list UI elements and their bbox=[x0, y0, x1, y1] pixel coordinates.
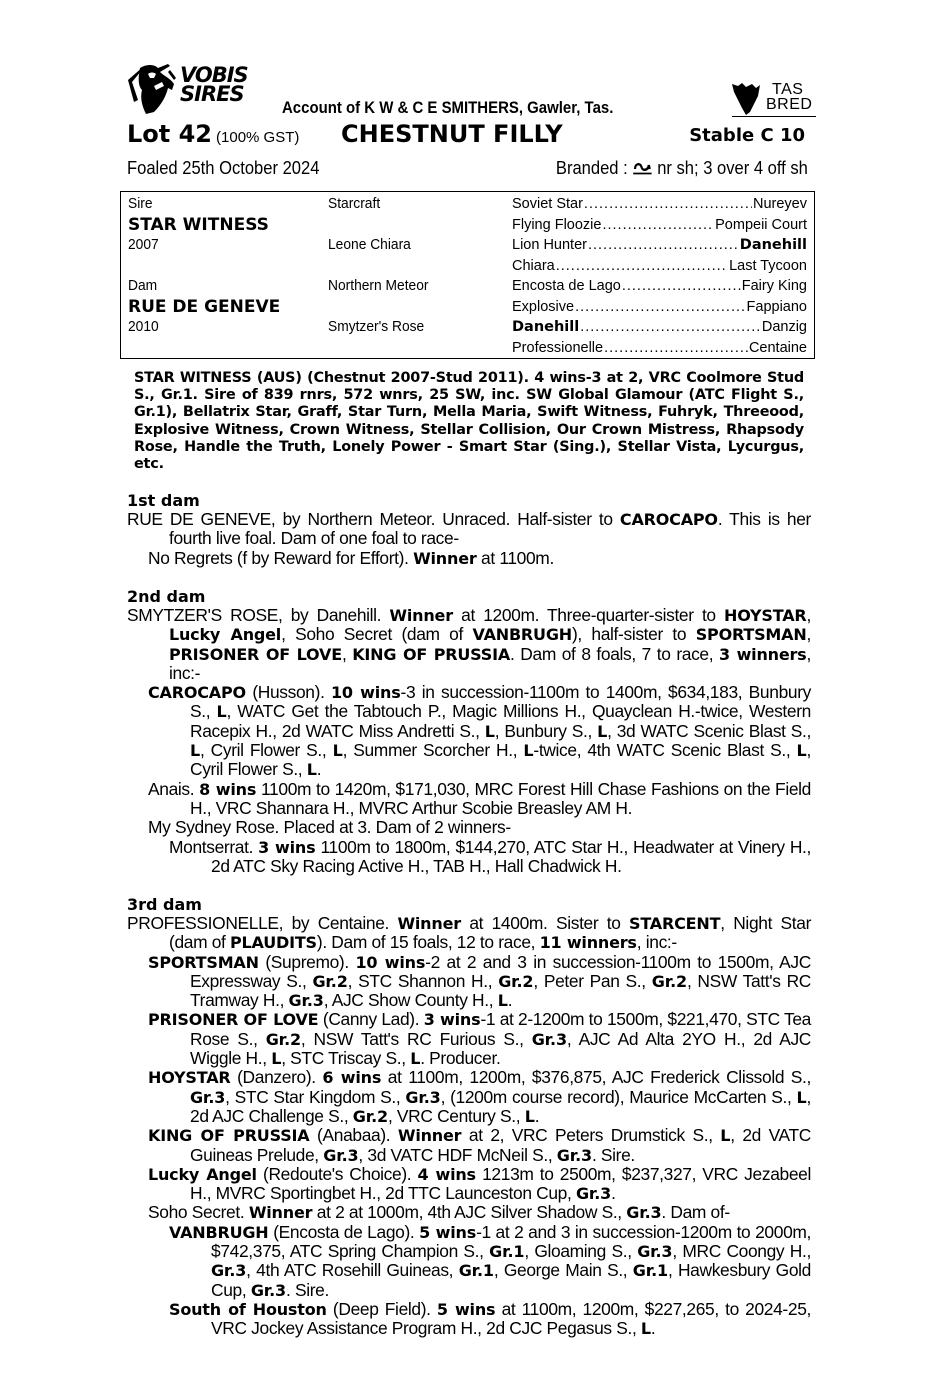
pedigree-grandparents-column bbox=[328, 194, 503, 358]
race-record-paragraph bbox=[127, 1068, 811, 1126]
text-run: , Summer Scorcher H., bbox=[342, 740, 524, 761]
race-record-paragraph bbox=[127, 1223, 811, 1300]
text-run: at 1200m. Three-quarter-sister to bbox=[452, 605, 724, 625]
dot-leader bbox=[584, 194, 752, 215]
text-run: -3 in succession-1100m to 1400m, $634,183, Bunbury S., bbox=[190, 682, 812, 722]
text-run: (Supremo). bbox=[258, 951, 356, 972]
pedigree-cell: Starcraft bbox=[328, 195, 381, 212]
text-run: My Sydney Rose. Placed at 3. Dam of 2 winners- bbox=[148, 817, 511, 838]
vobis-sires-logo bbox=[124, 60, 260, 116]
text-run: , VRC Century S., bbox=[387, 1105, 525, 1126]
text-run: (Anabaa). bbox=[309, 1125, 398, 1146]
great-grandsire: Chiara bbox=[512, 257, 555, 274]
text-run: , Hawkesbury Gold Cup, bbox=[211, 1260, 811, 1300]
bold-text: Winner bbox=[397, 914, 461, 933]
text-run: -1 at 2 and 3 in succession-1200m to 2000m, $742,375, ATC Spring Champion S., bbox=[211, 1221, 812, 1262]
bold-text: L bbox=[524, 1106, 535, 1126]
race-record-paragraph bbox=[127, 914, 811, 953]
great-grandsire: Flying Floozie bbox=[512, 216, 602, 233]
bold-text: 8 wins bbox=[199, 779, 257, 799]
bold-text: L bbox=[597, 721, 608, 741]
great-grandsire: Danehill bbox=[512, 319, 580, 335]
race-record-paragraph bbox=[127, 953, 811, 1011]
bold-text: Gr.3 bbox=[405, 1087, 441, 1107]
text-run: , George Main S., bbox=[493, 1260, 633, 1281]
bold-text: VANBRUGH bbox=[169, 1222, 269, 1242]
text-run: ), half-sister to bbox=[571, 624, 696, 645]
dot-leader bbox=[604, 338, 748, 359]
bold-text: L bbox=[271, 1049, 282, 1069]
text-run: RUE DE GENEVE, by Northern Meteor. Unraced. Half-sister to bbox=[127, 509, 620, 529]
race-record-paragraph bbox=[127, 1126, 811, 1165]
pedigree-row bbox=[512, 215, 807, 236]
race-record-paragraph bbox=[127, 606, 811, 683]
bold-text: CAROCAPO bbox=[619, 510, 718, 529]
pedigree-row bbox=[512, 276, 807, 297]
text-run: SMYTZER'S ROSE, by Danehill. bbox=[127, 605, 390, 625]
race-record-paragraph bbox=[127, 1010, 811, 1068]
text-run: (Redoute's Choice). bbox=[256, 1163, 418, 1184]
pedigree-row bbox=[512, 317, 807, 338]
bold-text: Gr.3 bbox=[575, 1184, 612, 1204]
great-great-grandsire: Last Tycoon bbox=[729, 257, 807, 274]
text-run: (Danzero). bbox=[230, 1067, 323, 1088]
text-run: Montserrat. bbox=[169, 836, 259, 857]
text-run: 1100m to 1800m, $144,270, ATC Star H., Headwater at Vinery H., 2d ATC Sky Racing Active H., TAB H., Hall Chadwick H. bbox=[211, 836, 811, 876]
text-run: . Dam of 8 foals, 7 to race, bbox=[510, 643, 719, 664]
great-great-grandsire: Danehill bbox=[739, 237, 807, 253]
bold-text: 10 wins bbox=[330, 683, 401, 703]
logo-tagline-rule bbox=[732, 116, 816, 117]
text-run: . This is her fourth live foal. Dam of one foal to race- bbox=[169, 509, 811, 549]
bold-text: Gr.2 bbox=[498, 971, 534, 991]
text-run: . Sire. bbox=[285, 1279, 329, 1300]
lot-number bbox=[127, 120, 299, 148]
text-run: , bbox=[341, 643, 353, 664]
bold-text: South of Houston bbox=[169, 1299, 327, 1319]
bold-text: Gr.2 bbox=[352, 1106, 388, 1126]
text-run: at 1100m, 1200m, $376,875, AJC Frederick Clissold S., bbox=[381, 1067, 812, 1088]
bold-text: Gr.3 bbox=[323, 1145, 359, 1165]
text-run: , NSW Tatt's RC Tramway H., bbox=[190, 970, 811, 1011]
bold-text: Gr.3 bbox=[626, 1203, 662, 1223]
text-run: (Encosta de Lago). bbox=[268, 1221, 420, 1242]
tas-bred-logo bbox=[732, 82, 816, 120]
horse-description: CHESTNUT FILLY bbox=[341, 120, 563, 148]
section-title: 3rd dam bbox=[127, 895, 202, 914]
text-run: at 2 at 1000m, 4th AJC Silver Shadow S., bbox=[312, 1202, 627, 1223]
bold-text: Winner bbox=[413, 548, 477, 568]
lot-header bbox=[127, 120, 811, 150]
text-run: . Producer. bbox=[420, 1048, 501, 1069]
bold-text: L bbox=[640, 1319, 651, 1339]
dot-leader bbox=[580, 317, 761, 338]
text-run: , (1200m course record), Maurice McCarten S., bbox=[440, 1086, 797, 1107]
pedigree-row bbox=[512, 297, 807, 318]
great-grandsire: Professionelle bbox=[512, 339, 604, 356]
pedigree-table bbox=[120, 191, 815, 359]
tasmania-map-icon bbox=[732, 82, 762, 116]
pedigree-row bbox=[512, 194, 807, 215]
bold-text: Gr.3 bbox=[531, 1029, 567, 1049]
text-run: -1 at 2-1200m to 1500m, $221,470, STC Tea Rose S., bbox=[190, 1009, 811, 1049]
pedigree-row bbox=[512, 338, 807, 359]
section-title: 1st dam bbox=[127, 491, 200, 510]
pedigree-cell bbox=[328, 338, 489, 359]
great-great-grandsire: Fairy King bbox=[741, 278, 807, 294]
text-run: . Sire. bbox=[591, 1144, 635, 1165]
dam-section bbox=[127, 587, 811, 876]
bold-text: L bbox=[306, 760, 317, 780]
bold-text: 3 wins bbox=[258, 837, 316, 857]
pedigree-cell: Smytzer's Rose bbox=[328, 318, 425, 335]
text-run: , Night Star (dam of bbox=[169, 913, 812, 953]
pedigree-cell: Leone Chiara bbox=[328, 236, 411, 253]
text-run: , 3d VATC HDF McNeil S., bbox=[358, 1144, 557, 1165]
text-run: , bbox=[806, 624, 812, 645]
bold-text: Gr.2 bbox=[265, 1029, 301, 1049]
bold-text: SPORTSMAN bbox=[148, 952, 259, 972]
text-run: (Deep Field). bbox=[326, 1298, 437, 1319]
race-record-paragraph bbox=[127, 1300, 811, 1339]
bold-text: 10 wins bbox=[355, 952, 426, 972]
dam-section bbox=[127, 491, 811, 568]
great-great-grandsire: Nureyev bbox=[753, 196, 807, 212]
text-run: , STC Triscay S., bbox=[281, 1048, 411, 1069]
race-record-paragraph bbox=[127, 683, 811, 779]
bold-text: Gr.3 bbox=[190, 1087, 226, 1107]
pedigree-cell: RUE DE GENEVE bbox=[128, 296, 281, 317]
text-run: . bbox=[650, 1318, 656, 1339]
text-run: Anais. bbox=[148, 778, 200, 799]
text-run: , Bunbury S., bbox=[494, 720, 598, 741]
bold-text: 5 wins bbox=[419, 1222, 477, 1242]
race-record-paragraph bbox=[127, 838, 811, 877]
race-record-paragraph bbox=[127, 510, 811, 549]
great-grandsire: Encosta de Lago bbox=[512, 278, 621, 294]
bold-text: PLAUDITS bbox=[230, 933, 317, 953]
race-record-paragraph bbox=[127, 780, 811, 819]
text-run: , bbox=[806, 605, 811, 625]
bold-text: Gr.1 bbox=[458, 1261, 494, 1281]
bold-text: PRISONER OF LOVE bbox=[148, 1010, 319, 1030]
bold-text: Gr.2 bbox=[651, 971, 687, 991]
text-run: -twice, 4th WATC Scenic Blast S., bbox=[533, 740, 797, 761]
bold-text: Gr.2 bbox=[312, 971, 348, 991]
dam-section bbox=[127, 895, 811, 1339]
great-great-grandsire: Pompeii Court bbox=[715, 216, 807, 233]
bold-text: Gr.3 bbox=[211, 1261, 247, 1281]
logo-line-1: VOBIS bbox=[180, 63, 248, 87]
bold-text: Winner bbox=[248, 1203, 313, 1223]
bold-text: Gr.1 bbox=[489, 1242, 525, 1262]
pedigree-cell: Northern Meteor bbox=[328, 277, 429, 294]
text-run: . bbox=[316, 759, 322, 780]
bold-text: Gr.3 bbox=[556, 1145, 592, 1165]
text-run: . bbox=[534, 1105, 540, 1126]
text-run: at 1100m. bbox=[476, 547, 554, 568]
gst-note: (100% GST) bbox=[216, 129, 300, 146]
bold-text: HOYSTAR bbox=[148, 1068, 231, 1088]
pedigree-cell: Dam bbox=[128, 277, 158, 294]
text-run: , 2d VATC Guineas Prelude, bbox=[190, 1125, 811, 1165]
brand-info bbox=[556, 158, 808, 179]
dot-leader bbox=[602, 215, 714, 236]
lot-label: Lot 42 bbox=[127, 120, 213, 148]
text-run: , inc:- bbox=[636, 932, 677, 953]
bold-text: L bbox=[484, 721, 495, 741]
text-run: 1213m to 2500m, $237,327, VRC Jezabeel H., MVRC Sportingbet H., 2d TTC Launceston Cup, bbox=[190, 1163, 811, 1204]
bold-text: Gr.3 bbox=[637, 1242, 673, 1262]
pedigree-cell: 2010 bbox=[128, 318, 159, 335]
branded-text: nr sh; 3 over 4 off sh bbox=[657, 158, 808, 178]
pedigree-parents-column bbox=[128, 194, 318, 358]
text-run: Soho Secret. bbox=[148, 1202, 249, 1223]
bold-text: VANBRUGH bbox=[472, 625, 572, 645]
text-run: , STC Star Kingdom S., bbox=[225, 1086, 406, 1107]
text-run: , AJC Ad Alta 2YO H., 2d AJC Wiggle H., bbox=[190, 1028, 811, 1069]
great-grandsire: Explosive bbox=[512, 298, 575, 315]
dot-leader bbox=[622, 276, 741, 297]
text-run: , Gloaming S., bbox=[524, 1241, 638, 1262]
bold-text: KING OF PRUSSIA bbox=[352, 644, 511, 664]
text-run: , MRC Coongy H., bbox=[672, 1241, 811, 1262]
text-run: No Regrets (f by Reward for Effort). bbox=[148, 547, 414, 568]
great-grandsire: Soviet Star bbox=[512, 196, 583, 212]
bold-text: L bbox=[796, 1087, 807, 1107]
dot-leader bbox=[588, 235, 739, 256]
bold-text: Gr.3 bbox=[288, 991, 324, 1011]
vendor-account: Account of K W & C E SMITHERS, Gawler, Tas. bbox=[282, 98, 614, 117]
foaled-date: Foaled 25th October 2024 bbox=[127, 158, 320, 178]
pedigree-cell: 2007 bbox=[128, 236, 159, 253]
dot-leader bbox=[575, 297, 745, 318]
pedigree-cell: Sire bbox=[128, 195, 153, 212]
branded-label: Branded : bbox=[556, 158, 628, 178]
bold-text: Lucky Angel bbox=[148, 1164, 257, 1184]
sire-summary: STAR WITNESS (AUS) (Chestnut 2007-Stud 2011). 4 wins-3 at 2, VRC Coolmore Stud S., Gr.1. Sire of 839 rnrs, 572 wnrs, 25 SW, inc. SW Global Glamour (ATC Flight S., Gr.1), Bellatrix Star, Graff, Star Turn, Mella Maria, Swift Witness, Fuhryk, Threeood, Explosive Witness, Crown Witness, Stellar Collision, Our Crown Mistress, Rhapsody Rose, Handle the Truth, Lonely Power - Smart Star (Sing.), Stellar Vista, Lycurgus, etc. bbox=[134, 370, 804, 473]
text-run: PROFESSIONELLE, by Centaine. bbox=[127, 913, 398, 933]
text-run: . bbox=[611, 1183, 616, 1204]
bold-text: CAROCAPO bbox=[148, 683, 246, 703]
jockey-horse-icon bbox=[124, 60, 178, 116]
race-record-paragraph bbox=[127, 549, 811, 568]
text-run: , 2d AJC Challenge S., bbox=[190, 1086, 811, 1126]
bold-text: Winner bbox=[397, 1126, 462, 1146]
text-run: . bbox=[507, 990, 513, 1011]
bold-text: STARCENT bbox=[629, 914, 721, 933]
great-great-grandsire: Danzig bbox=[761, 319, 807, 335]
bold-text: L bbox=[720, 1126, 731, 1146]
text-run: , 4th ATC Rosehill Guineas, bbox=[246, 1260, 459, 1281]
pedigree-cell bbox=[128, 256, 303, 277]
text-run: , Cyril Flower S., bbox=[200, 740, 333, 761]
logo-tas-text: TAS bbox=[772, 81, 804, 98]
text-run: at 1400m. Sister to bbox=[460, 913, 630, 933]
pedigree-cell bbox=[328, 297, 489, 318]
bold-text: HOYSTAR bbox=[724, 606, 807, 625]
text-run: , Peter Pan S., bbox=[533, 970, 652, 991]
race-record-paragraph bbox=[127, 1203, 811, 1222]
text-run: . Dam of- bbox=[661, 1202, 730, 1223]
bold-text: L bbox=[216, 702, 227, 722]
race-record-paragraph bbox=[127, 1165, 811, 1204]
great-great-grandsire: Centaine bbox=[748, 339, 807, 356]
text-run: , Soho Secret (dam of bbox=[281, 624, 473, 645]
bold-text: L bbox=[190, 741, 200, 761]
section-title: 2nd dam bbox=[127, 587, 206, 606]
text-run: (Canny Lad). bbox=[318, 1009, 424, 1030]
text-run: , STC Shannon H., bbox=[347, 970, 499, 991]
bold-text: Winner bbox=[389, 606, 453, 625]
bold-text: KING OF PRUSSIA bbox=[148, 1126, 310, 1146]
dot-leader bbox=[556, 256, 728, 277]
logo-line-2: SIRES bbox=[180, 82, 244, 106]
bold-text: Gr.1 bbox=[632, 1261, 668, 1281]
bold-text: Gr.3 bbox=[250, 1280, 286, 1300]
text-run: , Cyril Flower S., bbox=[190, 740, 811, 780]
logo-bred-text: BRED bbox=[766, 96, 813, 113]
text-run: (Husson). bbox=[245, 682, 331, 703]
pedigree-cell bbox=[328, 215, 489, 236]
bold-text: SPORTSMAN bbox=[695, 625, 807, 645]
brand-symbol-icon bbox=[632, 159, 652, 175]
bold-text: L bbox=[410, 1049, 421, 1069]
pedigree-row bbox=[512, 256, 807, 277]
pedigree-cell bbox=[128, 338, 303, 359]
bold-text: 3 winners bbox=[719, 644, 807, 664]
bold-text: 5 wins bbox=[436, 1299, 496, 1319]
text-run: , NSW Tatt's RC Furious S., bbox=[300, 1028, 532, 1049]
great-grandsire: Lion Hunter bbox=[512, 237, 587, 253]
bold-text: 11 winners bbox=[539, 933, 637, 953]
bold-text: 3 wins bbox=[423, 1010, 481, 1030]
bold-text: Lucky Angel bbox=[169, 625, 282, 645]
text-run: 1100m to 1420m, $171,030, MRC Forest Hill Chase Fashions on the Field H., VRC Shannara H., MVRC Arthur Scobie Breasley AM H. bbox=[190, 778, 811, 818]
pedigree-cell bbox=[328, 256, 489, 277]
pedigree-cell: STAR WITNESS bbox=[128, 214, 269, 235]
stable-location: Stable C 10 bbox=[689, 125, 805, 146]
pedigree-great-grandparents-column bbox=[512, 194, 807, 358]
text-run: , inc:- bbox=[169, 643, 811, 683]
text-run: , AJC Show County H., bbox=[323, 990, 498, 1011]
text-run: at 1100m, 1200m, $227,265, to 2024-25, VRC Jockey Assistance Program H., 2d CJC Pegasus S., bbox=[211, 1298, 812, 1339]
bold-text: L bbox=[497, 991, 508, 1011]
text-run: , 3d WATC Scenic Blast S., bbox=[607, 720, 811, 741]
text-run: , WATC Get the Tabtouch P., Magic Millions H., Quayclean H.-twice, Western Racepix H., 2d WATC Miss Andretti S., bbox=[190, 701, 811, 741]
bold-text: 4 wins bbox=[417, 1164, 476, 1184]
bold-text: L bbox=[523, 741, 534, 761]
bold-text: 6 wins bbox=[322, 1068, 382, 1088]
text-run: at 2, VRC Peters Drumstick S., bbox=[461, 1125, 721, 1146]
text-run: -2 at 2 and 3 in succession-1100m to 1500m, AJC Expressway S., bbox=[190, 951, 811, 991]
pedigree-row bbox=[512, 235, 807, 256]
bold-text: L bbox=[796, 741, 807, 761]
bold-text: L bbox=[332, 741, 343, 761]
race-record-paragraph bbox=[127, 818, 811, 837]
text-run: ). Dam of 15 foals, 12 to race, bbox=[316, 932, 540, 953]
great-great-grandsire: Fappiano bbox=[746, 298, 807, 315]
bold-text: PRISONER OF LOVE bbox=[169, 644, 342, 664]
